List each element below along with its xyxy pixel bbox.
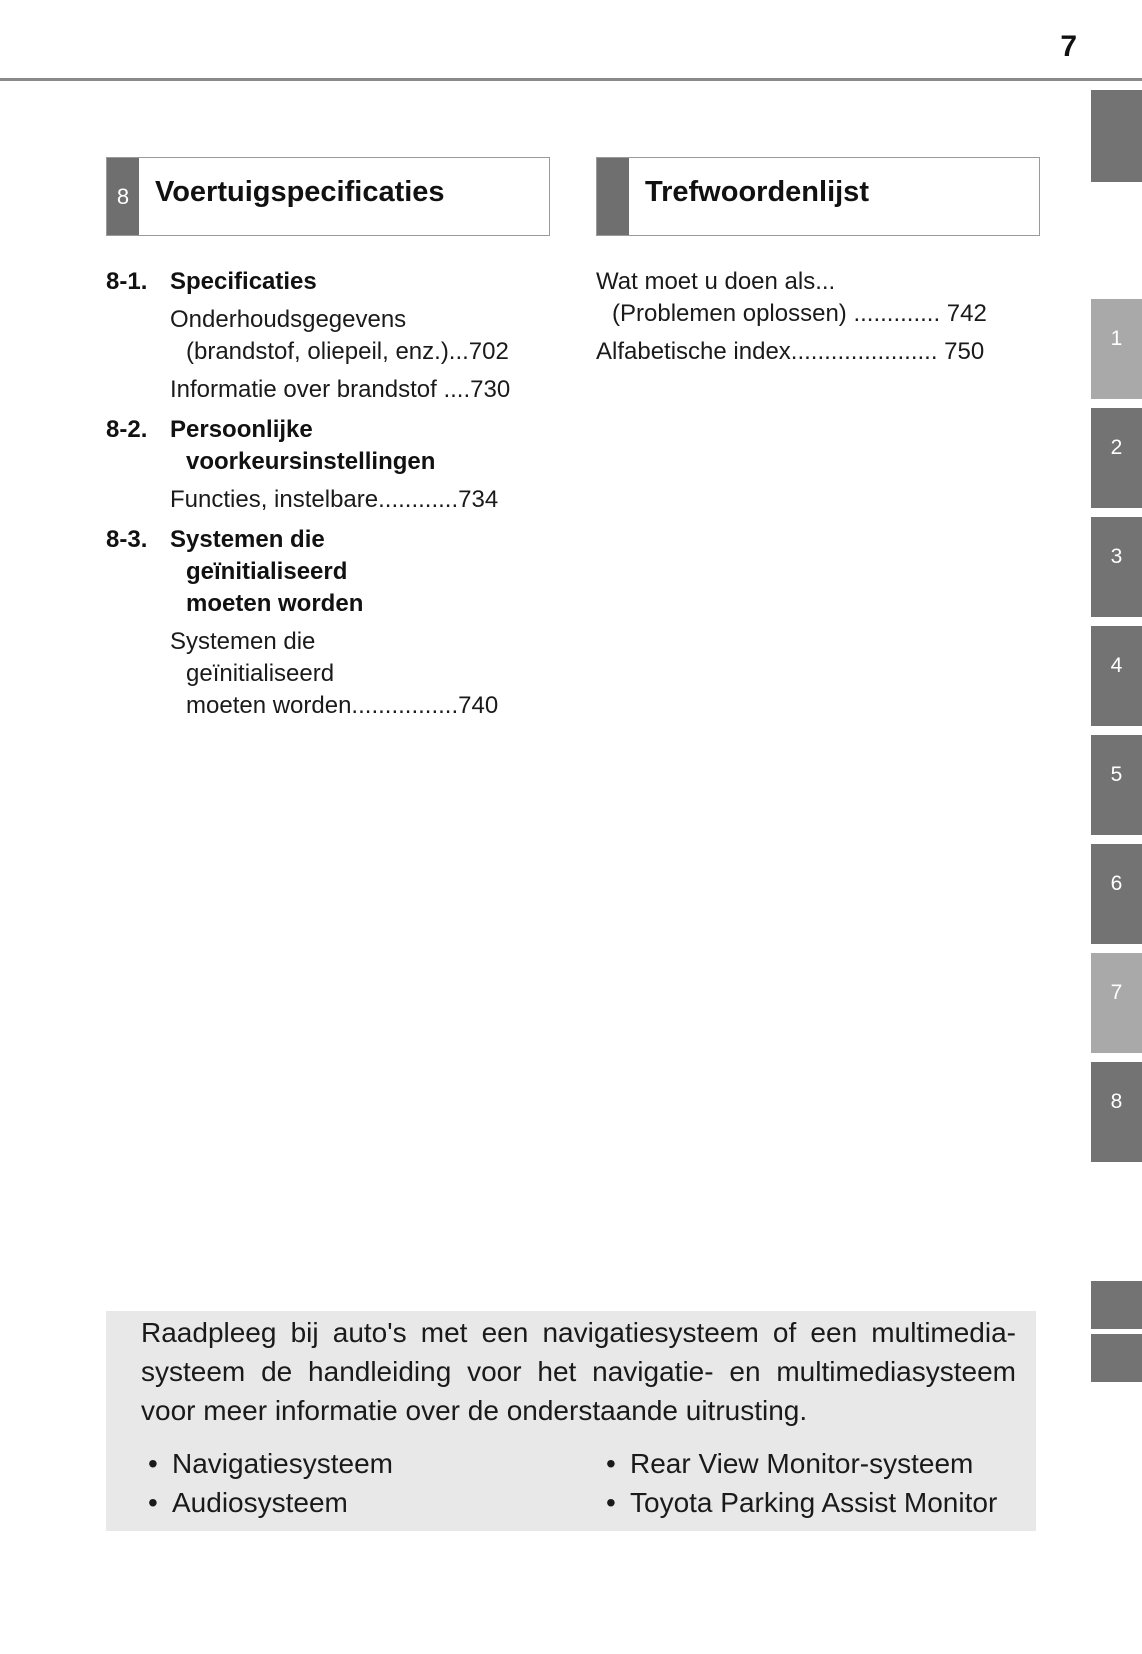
side-tab-7[interactable]: 7 — [1091, 953, 1142, 1053]
side-tab-top[interactable] — [1091, 90, 1142, 182]
toc-entry-line: Informatie over brandstof ....730 — [170, 376, 511, 403]
toc-group-number: 8-2. — [106, 416, 148, 443]
toc-right — [596, 266, 1036, 368]
bullet-dot: • — [606, 1448, 616, 1479]
bullet-dot: • — [148, 1487, 158, 1518]
section-number-box: 8 — [107, 158, 139, 235]
bullet-item — [148, 1444, 393, 1483]
toc-entry[interactable] — [106, 626, 546, 722]
section-number-box — [597, 158, 629, 235]
side-tab-6[interactable]: 6 — [1091, 844, 1142, 944]
section-header-specifications — [106, 157, 550, 236]
toc-entry-line: moeten worden................740 — [186, 692, 499, 719]
toc-group-title[interactable] — [106, 414, 546, 478]
toc-group-title-line: Systemen die — [170, 526, 325, 553]
side-tab-8[interactable]: 8 — [1091, 1062, 1142, 1162]
toc-group-8-3 — [106, 524, 546, 722]
section-title: Voertuigspecificaties — [155, 176, 445, 208]
toc-group-8-2 — [106, 414, 546, 516]
side-tab-1[interactable]: 1 — [1091, 299, 1142, 399]
bullet-list-left — [148, 1444, 393, 1522]
toc-group-8-1 — [106, 266, 546, 406]
toc-group-title[interactable] — [106, 524, 546, 620]
section-title: Trefwoordenlijst — [645, 176, 869, 208]
bullet-item — [606, 1483, 997, 1522]
side-tab-2[interactable]: 2 — [1091, 408, 1142, 508]
bullet-dot: • — [148, 1448, 158, 1479]
bullet-item — [148, 1483, 393, 1522]
toc-group-title-line: moeten worden — [186, 590, 364, 617]
section-header-index — [596, 157, 1040, 236]
toc-group-number: 8-3. — [106, 526, 148, 553]
toc-group-title-line: geïnitialiseerd — [186, 558, 348, 585]
top-rule — [0, 78, 1142, 81]
bullet-item — [606, 1444, 997, 1483]
toc-group-title-line: Specificaties — [170, 268, 317, 295]
bullet-text: Audiosysteem — [172, 1487, 348, 1518]
side-tab-bottom-2[interactable] — [1091, 1334, 1142, 1382]
toc-entry[interactable] — [106, 374, 546, 406]
side-tab-3[interactable]: 3 — [1091, 517, 1142, 617]
side-tab-5[interactable]: 5 — [1091, 735, 1142, 835]
toc-group-title-line: voorkeursinstellingen — [186, 448, 436, 475]
toc-left — [106, 266, 546, 730]
bullet-text: Toyota Parking Assist Monitor — [630, 1487, 998, 1518]
toc-entry-line: geïnitialiseerd — [186, 660, 335, 687]
toc-entry-line: Wat moet u doen als... — [596, 268, 836, 295]
toc-group-title[interactable] — [106, 266, 546, 298]
bullet-text: Navigatiesysteem — [172, 1448, 393, 1479]
toc-entry-line: Onderhoudsgegevens — [170, 306, 407, 333]
page-number: 7 — [1060, 30, 1077, 63]
toc-entry[interactable] — [106, 484, 546, 516]
toc-entry-line: (Problemen oplossen) ............. 742 — [612, 300, 987, 327]
toc-group-number: 8-1. — [106, 268, 148, 295]
toc-entry[interactable] — [596, 336, 1036, 368]
side-tab-bottom-1[interactable] — [1091, 1281, 1142, 1329]
toc-entry[interactable] — [596, 266, 1036, 330]
note-box — [106, 1311, 1036, 1531]
side-tab-4[interactable]: 4 — [1091, 626, 1142, 726]
toc-entry[interactable] — [106, 304, 546, 368]
toc-entry-line: (brandstof, oliepeil, enz.)...702 — [186, 338, 509, 365]
bullet-dot: • — [606, 1487, 616, 1518]
bullet-list-right — [606, 1444, 997, 1522]
toc-entry-line: Systemen die — [170, 628, 316, 655]
toc-group-title-line: Persoonlijke — [170, 416, 313, 443]
note-text: Raadpleeg bij auto's met een navigatiesysteem of een multimedia-systeem de handleiding voor het navigatie- en multimediasysteem voor meer informatie over de onderstaande uitrusting. — [141, 1317, 1016, 1426]
toc-entry-line: Functies, instelbare............734 — [170, 486, 499, 513]
toc-entry-line: Alfabetische index...................... 750 — [596, 338, 985, 365]
bullet-text: Rear View Monitor-systeem — [630, 1448, 974, 1479]
